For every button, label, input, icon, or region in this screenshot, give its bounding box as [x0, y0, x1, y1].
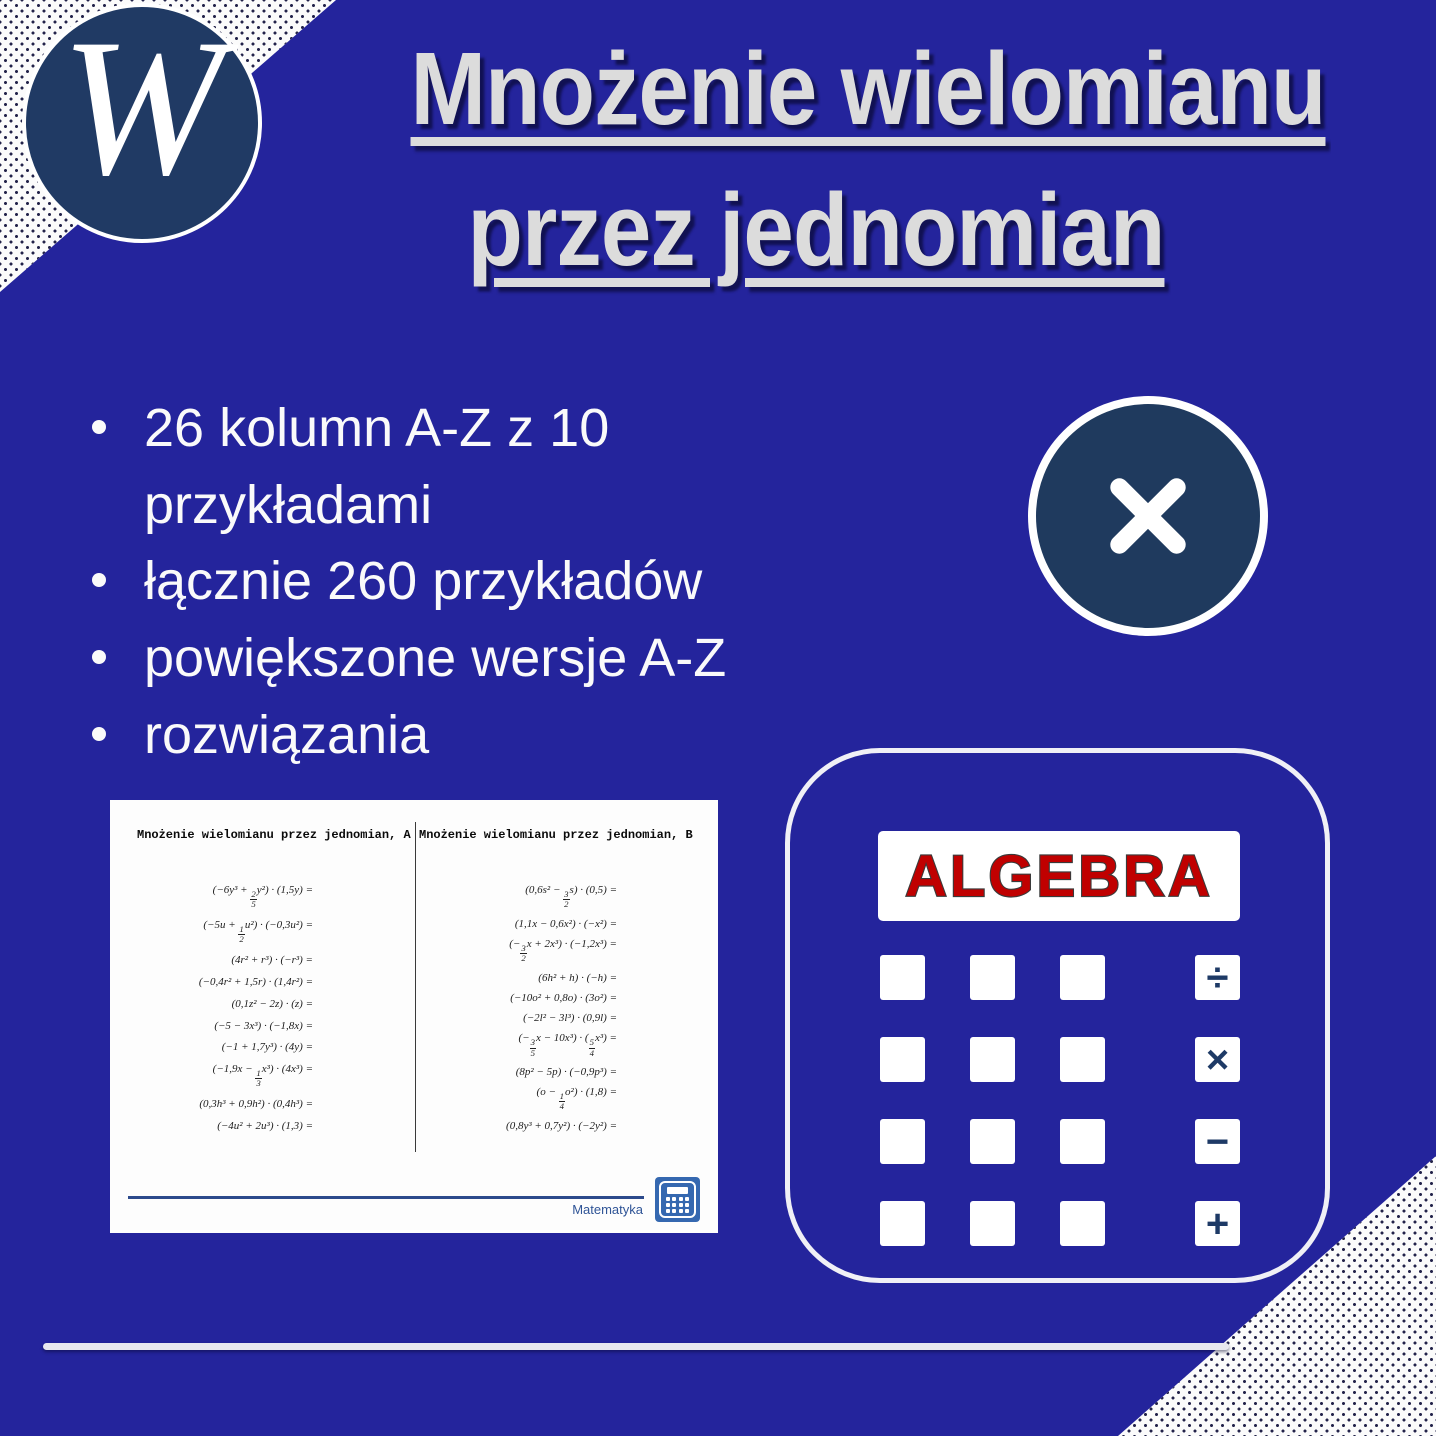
calculator-blank-key: [1060, 1037, 1105, 1082]
page-title-line1: Mnożenie wielomianu: [410, 31, 1326, 146]
calculator-operator-key: ÷: [1195, 955, 1240, 1000]
math-problem: (−0,4r² + 1,5r) · (1,4r²) =: [198, 976, 313, 989]
calculator-blank-key: [880, 1037, 925, 1082]
math-problem: (8p² − 5p) · (−0,9p³) =: [515, 1066, 617, 1079]
math-problem: (4r² + r³) · (−r³) =: [231, 954, 313, 967]
worksheet-preview: [110, 800, 718, 1233]
worksheet-header-b: Mnożenie wielomianu przez jednomian, B: [419, 828, 693, 842]
math-problem: (−4u² + 2u³) · (1,3) =: [217, 1119, 313, 1132]
worksheet-column-a: [137, 800, 411, 1233]
calculator-key-row: [880, 1119, 1240, 1164]
calculator-operator-key: −: [1195, 1119, 1240, 1164]
worksheet-problems-b: [427, 884, 617, 1132]
math-problem: (− $\frac{3}{5}$ x − 10x³) · ( $\frac{5}{4}$ x³) =: [518, 1032, 617, 1058]
math-problem: (0,3h³ + 0,9h²) · (0,4h³) =: [199, 1098, 313, 1111]
calculator-illustration: [785, 748, 1330, 1283]
feature-list-item: powiększone wersje A-Z: [86, 620, 790, 697]
page-title-line2: przez jednomian: [467, 172, 1165, 288]
worksheet-column-divider: [415, 822, 416, 1152]
worksheet-brand: Matematyka: [572, 1202, 643, 1217]
feature-list-item: łącznie 260 przykładów: [86, 543, 790, 620]
calculator-blank-key: [1060, 1119, 1105, 1164]
math-problem: (−6y³ + $\frac{2}{5}$ y²) · (1,5y) =: [212, 884, 313, 910]
math-problem: (1,1x − 0,6x²) · (−x²) =: [514, 917, 617, 930]
multiplication-badge: [1028, 396, 1268, 636]
math-problem: (−5 − 3x³) · (−1,8x) =: [214, 1019, 313, 1032]
worksheet-footer-line: [128, 1196, 644, 1199]
calculator-operator-key: ×: [1195, 1037, 1240, 1082]
calculator-icon-keys: [666, 1197, 690, 1213]
calculator-blank-key: [880, 1119, 925, 1164]
math-problem: (−1,9x − $\frac{1}{3}$ x³) · (4x³) =: [212, 1062, 313, 1089]
worksheet-header-a: Mnożenie wielomianu przez jednomian, A: [137, 828, 411, 842]
math-problem: (−10o² + 0,8o) · (3o²) =: [510, 991, 617, 1004]
brand-logo-circle: [22, 0, 262, 243]
math-problem: (−2l² − 3l³) · (0,9l) =: [523, 1012, 617, 1025]
calculator-blank-key: [970, 1201, 1015, 1246]
brand-logo-letter: W: [60, 0, 224, 216]
math-problem: (−5u + $\frac{1}{2}$ u²) · (−0,3u²) =: [203, 919, 313, 945]
calculator-operator-key: +: [1195, 1201, 1240, 1246]
calculator-display-text: ALGEBRA: [905, 843, 1213, 909]
feature-list-item: rozwiązania: [86, 697, 790, 774]
calculator-display: [878, 831, 1240, 921]
math-problem: (0,8y³ + 0,7y²) · (−2y²) =: [506, 1119, 617, 1132]
calculator-blank-key: [970, 955, 1015, 1000]
calculator-key-row: [880, 1201, 1240, 1246]
calculator-icon-frame: [659, 1181, 696, 1218]
bottom-separator-line: [43, 1343, 1229, 1350]
calculator-blank-key: [970, 1119, 1015, 1164]
calculator-key-row: [880, 955, 1240, 1000]
calculator-icon-screen: [667, 1187, 688, 1194]
feature-list-item: 26 kolumn A-Z z 10 przykładami: [86, 390, 790, 543]
page-title: [300, 31, 1436, 288]
calculator-blank-key: [880, 955, 925, 1000]
math-problem: (0,6s² − $\frac{3}{2}$ s) · (0,5) =: [525, 884, 617, 910]
math-problem: (−1 + 1,7y³) · (4y) =: [221, 1041, 313, 1054]
math-problem: (o − $\frac{1}{4}$ o²) · (1,8) =: [536, 1086, 617, 1112]
calculator-blank-key: [1060, 1201, 1105, 1246]
multiplication-icon: [1083, 451, 1213, 581]
calculator-keypad: [880, 955, 1240, 1246]
math-problem: (0,1z² − 2z) · (z) =: [231, 997, 313, 1010]
feature-list: [86, 390, 790, 773]
worksheet-problems-a: [133, 884, 313, 1132]
worksheet-column-b: [419, 800, 709, 1233]
calculator-icon: [655, 1177, 700, 1222]
math-problem: (6h² + h) · (−h) =: [538, 971, 617, 984]
math-problem: (− $\frac{3}{2}$ x + 2x³) · (−1,2x³) =: [509, 937, 617, 964]
calculator-blank-key: [970, 1037, 1015, 1082]
calculator-key-row: [880, 1037, 1240, 1082]
calculator-blank-key: [1060, 955, 1105, 1000]
calculator-blank-key: [880, 1201, 925, 1246]
